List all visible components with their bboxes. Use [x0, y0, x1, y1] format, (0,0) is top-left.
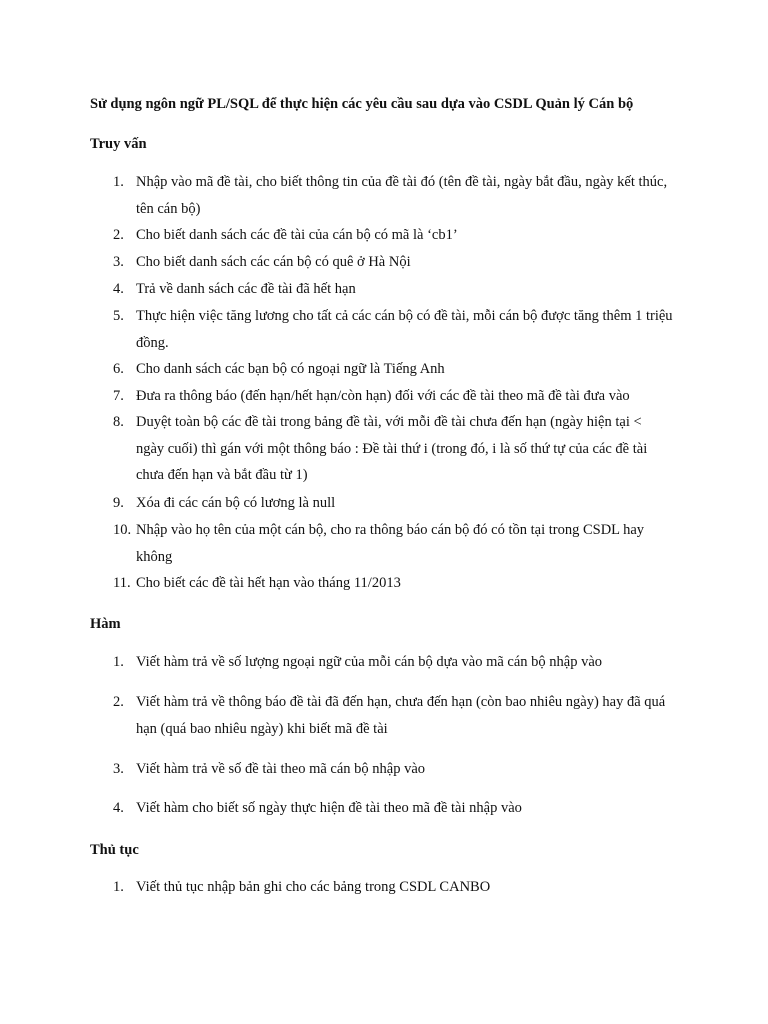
- list-item: [113, 517, 673, 570]
- list-number: 6.: [113, 361, 124, 377]
- list-item: [113, 795, 673, 822]
- list-text: Nhập vào họ tên của một cán bộ, cho ra thông báo cán bộ đó có tồn tại trong CSDL hay không: [136, 522, 645, 565]
- list-text: Trả về danh sách các đề tài đã hết hạn: [136, 281, 356, 297]
- list-number: 3.: [113, 761, 124, 777]
- list-number: 4.: [113, 800, 124, 816]
- list-text: Cho biết danh sách các cán bộ có quê ở Hà Nội: [136, 254, 411, 270]
- section-heading-queries: Truy vấn: [90, 136, 147, 152]
- list-item: [113, 756, 673, 783]
- list-text: Viết hàm trả về số đề tài theo mã cán bộ nhập vào: [136, 761, 426, 777]
- list-number: 1.: [113, 174, 124, 190]
- list-text: Cho biết các đề tài hết hạn vào tháng 11/2013: [136, 575, 401, 591]
- list-text: Viết thủ tục nhập bản ghi cho các bảng trong CSDL CANBO: [136, 879, 491, 895]
- list-number: 7.: [113, 388, 124, 404]
- list-number: 1.: [113, 654, 124, 670]
- list-item: [113, 276, 673, 303]
- list-number: 3.: [113, 254, 124, 270]
- list-item: [113, 409, 673, 489]
- list-text: Viết hàm trả về thông báo đề tài đã đến hạn, chưa đến hạn (còn bao nhiêu ngày) hay đã quá hạn (quá bao nhiêu ngày) khi biết mã đề tài: [136, 694, 666, 737]
- list-text: Duyệt toàn bộ các đề tài trong bảng đề tài, với mỗi đề tài chưa đến hạn (ngày hiện tại < ngày cuối) thì gán với một thông báo : Đề tài thứ i (trong đó, i là số thứ tự của các đề tài chưa đến hạn và bắt đầu từ 1): [136, 414, 648, 484]
- list-number: 8.: [113, 414, 124, 430]
- list-text: Đưa ra thông báo (đến hạn/hết hạn/còn hạn) đối với các đề tài theo mã đề tài đưa vào: [136, 388, 630, 404]
- list-item: [113, 383, 673, 410]
- list-text: Cho danh sách các bạn bộ có ngoại ngữ là Tiếng Anh: [136, 361, 445, 377]
- list-number: 10.: [113, 522, 132, 538]
- list-item: [113, 222, 673, 249]
- document-title: Sử dụng ngôn ngữ PL/SQL để thực hiện các yêu cầu sau dựa vào CSDL Quản lý Cán bộ: [90, 96, 634, 112]
- list-number: 4.: [113, 281, 124, 297]
- list-item: [113, 303, 673, 356]
- list-item: [113, 649, 673, 676]
- list-text: Xóa đi các cán bộ có lương là null: [136, 495, 336, 511]
- list-text: Cho biết danh sách các đề tài của cán bộ có mã là ‘cb1’: [136, 227, 458, 243]
- list-item: [113, 490, 673, 517]
- list-number: 2.: [113, 227, 124, 243]
- list-text: Viết hàm trả về số lượng ngoại ngữ của mỗi cán bộ dựa vào mã cán bộ nhập vào: [136, 654, 603, 670]
- list-number: 11.: [113, 575, 131, 591]
- list-number: 2.: [113, 694, 124, 710]
- list-text: Nhập vào mã đề tài, cho biết thông tin của đề tài đó (tên đề tài, ngày bắt đầu, ngày kết thúc, tên cán bộ): [136, 174, 668, 217]
- list-item: [113, 689, 673, 742]
- list-item: [113, 356, 673, 383]
- list-item: [113, 570, 673, 597]
- list-item: [113, 249, 673, 276]
- list-number: 1.: [113, 879, 124, 895]
- section-heading-procedures: Thủ tục: [90, 842, 139, 858]
- list-text: Viết hàm cho biết số ngày thực hiện đề tài theo mã đề tài nhập vào: [136, 800, 522, 816]
- list-item: [113, 874, 673, 901]
- list-item: [113, 169, 673, 222]
- list-number: 9.: [113, 495, 124, 511]
- list-number: 5.: [113, 308, 124, 324]
- list-text: Thực hiện việc tăng lương cho tất cả các cán bộ có đề tài, mỗi cán bộ được tăng thêm 1 triệu đồng.: [136, 308, 673, 351]
- section-heading-functions: Hàm: [90, 616, 121, 632]
